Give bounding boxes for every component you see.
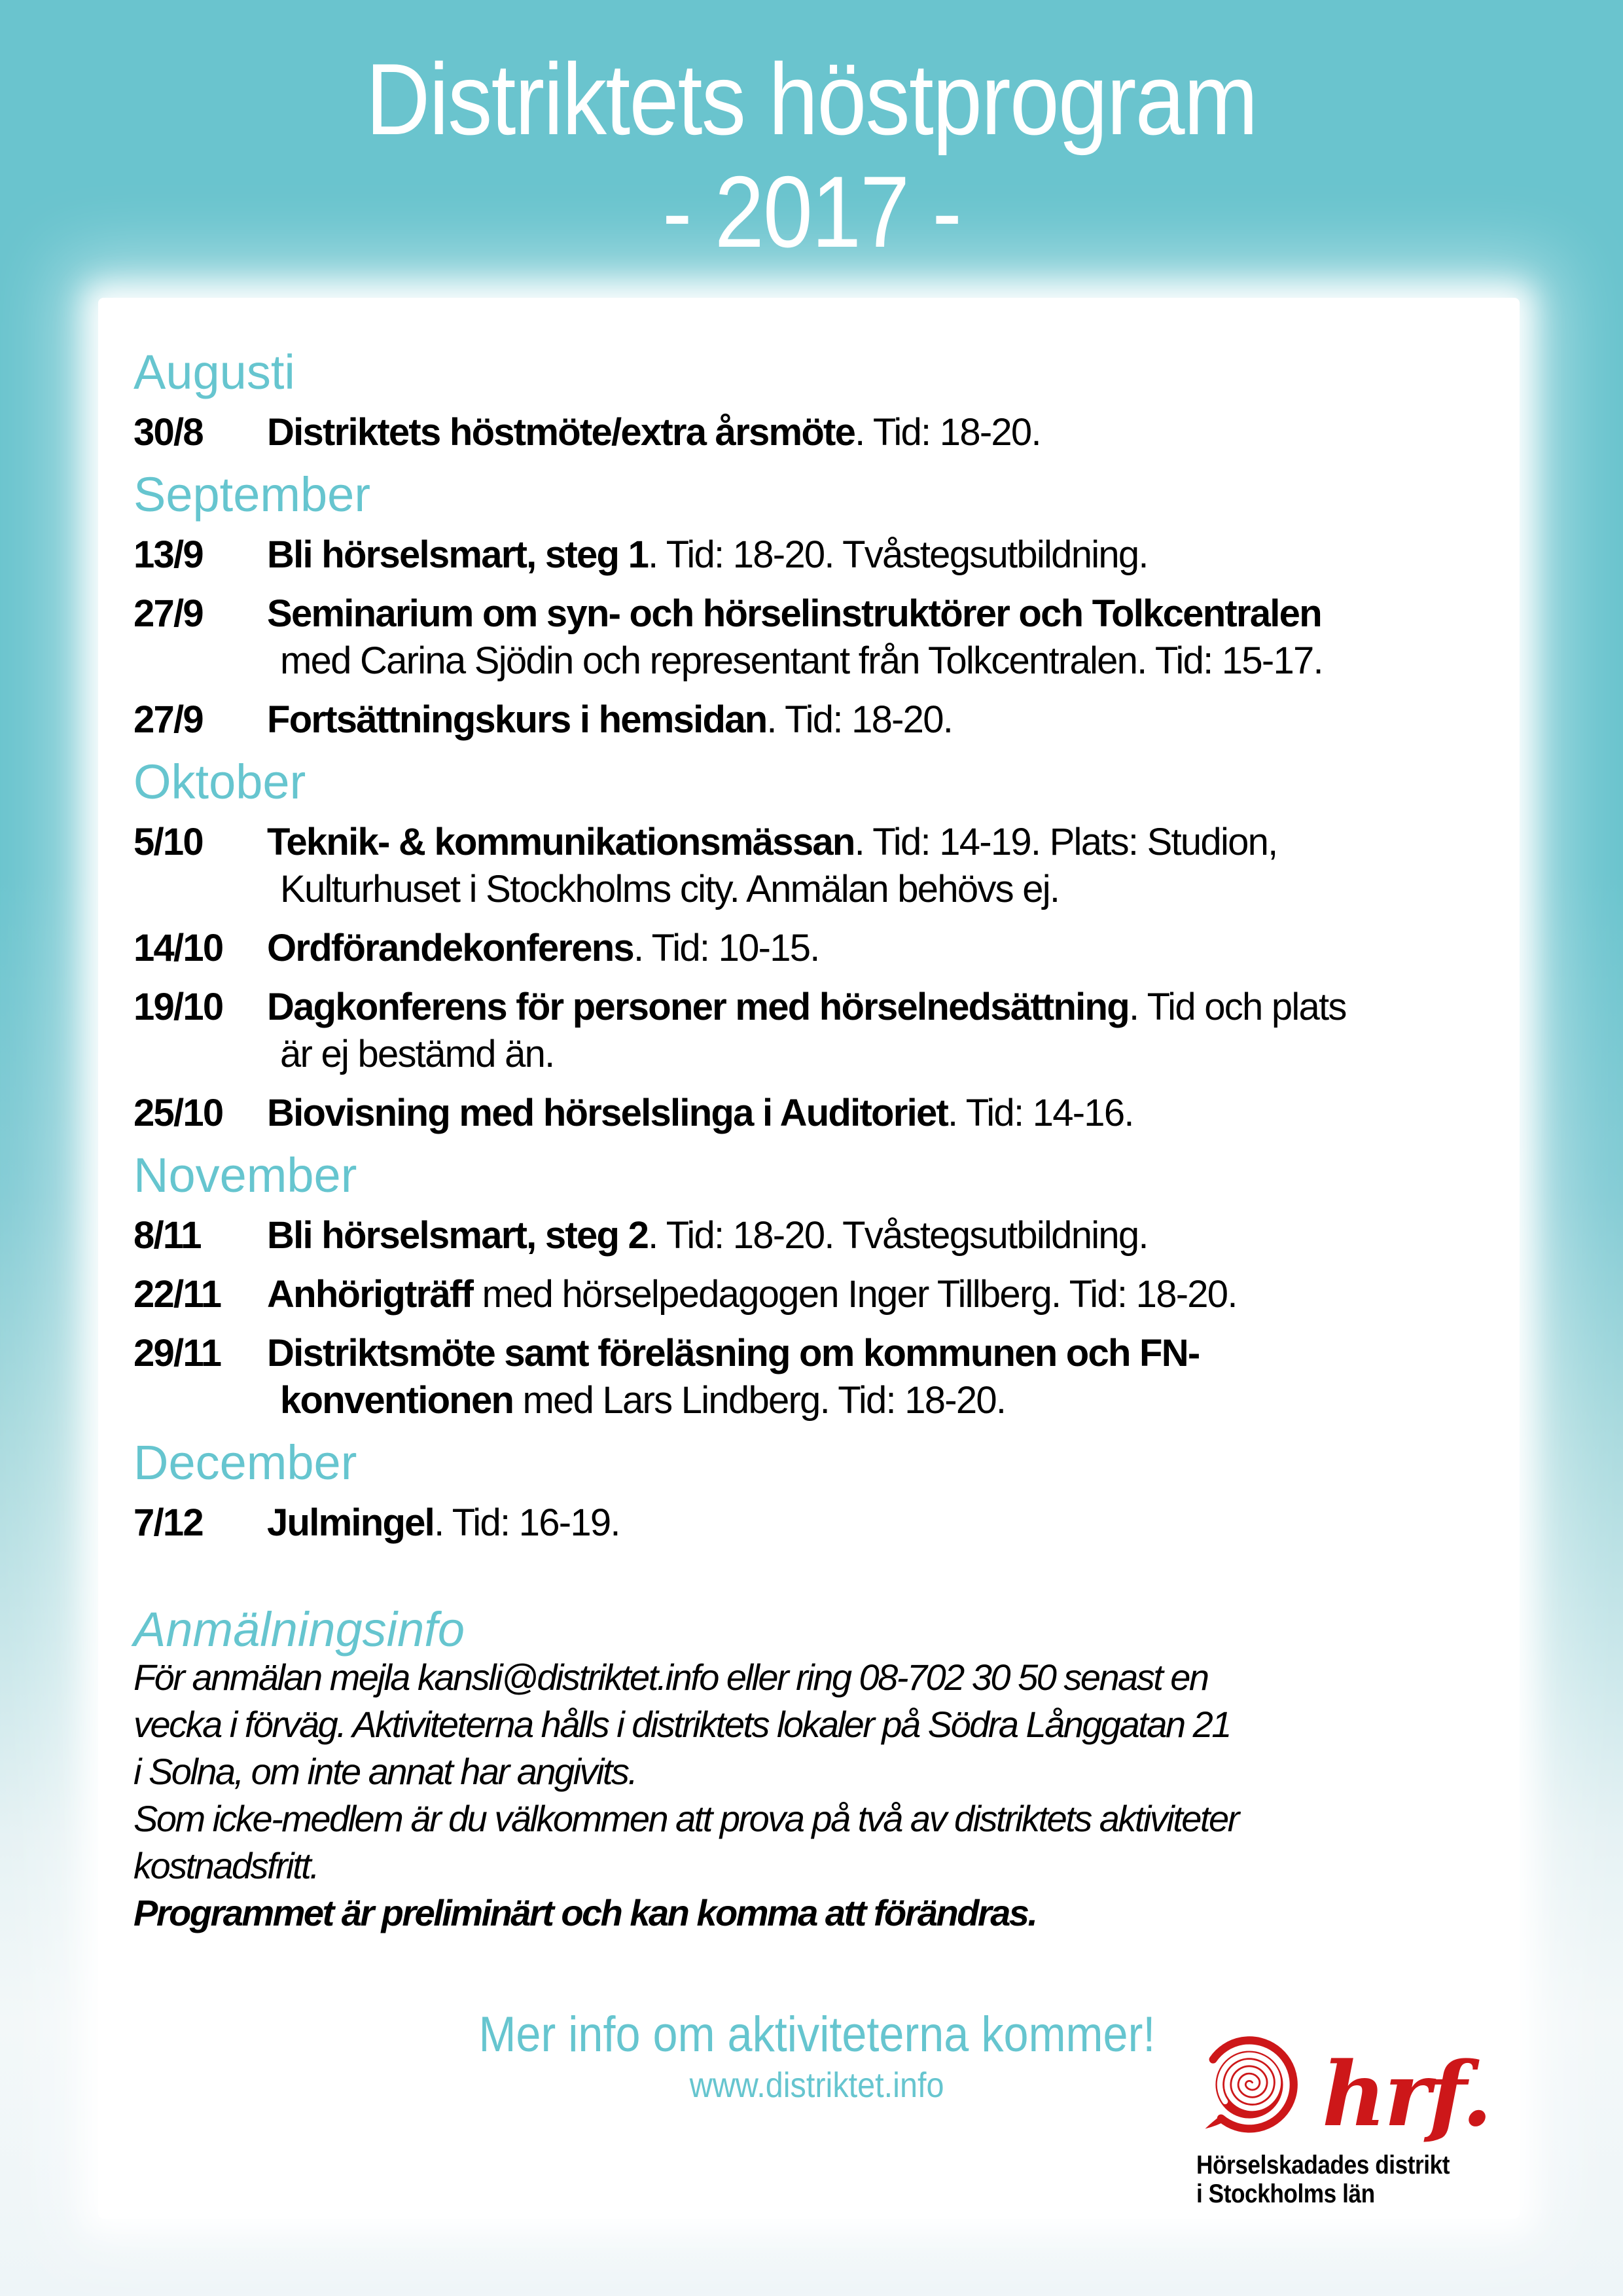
page-title: Distriktets höstprogram [366, 43, 1257, 156]
info-line: kostnadsfritt. [134, 1845, 319, 1886]
registration-info-title: Anmälningsinfo [134, 1602, 465, 1657]
event-text-segment: konventionen [280, 1379, 514, 1422]
event-line [267, 1212, 1500, 1259]
event-details [267, 925, 1500, 972]
month-section [134, 345, 1500, 456]
hrf-org-name [1196, 2151, 1455, 2208]
event-row [134, 531, 1500, 579]
event-text-segment: . Tid: 16-19. [434, 1501, 620, 1544]
event-details [267, 1330, 1500, 1424]
event-row [134, 819, 1500, 913]
event-line [267, 1499, 1500, 1547]
event-line [267, 1271, 1500, 1318]
hrf-org-line1: Hörselskadades distrikt [1196, 2151, 1450, 2179]
event-text-segment: Distriktsmöte samt föreläsning om kommunen och FN- [267, 1332, 1200, 1374]
event-line [267, 1377, 1500, 1424]
event-line [267, 1330, 1500, 1377]
event-date: 19/10 [134, 986, 223, 1028]
info-line: Programmet är preliminärt och kan komma att förändras. [134, 1892, 1037, 1933]
month-section [134, 1435, 1500, 1547]
event-line [267, 819, 1500, 866]
event-date: 13/9 [134, 533, 203, 576]
event-text-segment: Distriktets höstmöte/extra årsmöte [267, 411, 855, 454]
month-section [134, 467, 1500, 744]
event-text-segment: Fortsättningskurs i hemsidan [267, 698, 767, 741]
event-text-segment: . Tid: 18-20. [855, 411, 1041, 454]
event-text-segment: Anhörigträff [267, 1273, 473, 1316]
month-section [134, 755, 1500, 1137]
event-line [267, 696, 1500, 744]
event-row [134, 1212, 1500, 1259]
event-text-segment: . Tid: 14-19. Plats: Studion, [854, 821, 1277, 863]
hrf-spiral-icon [1196, 2036, 1311, 2134]
event-text-segment: . Tid: 18-20. [766, 698, 953, 741]
event-text-segment: Dagkonferens för personer med hörselnedsättning [267, 986, 1129, 1028]
event-text-segment: är ej bestämd än. [280, 1033, 554, 1075]
footer-website: www.distriktet.info [689, 2066, 944, 2105]
event-details [267, 1212, 1500, 1259]
event-date: 5/10 [134, 821, 203, 863]
event-row [134, 1090, 1500, 1137]
event-details [267, 696, 1500, 744]
event-row [134, 409, 1500, 456]
masthead [0, 0, 1623, 268]
month-heading: Oktober [134, 755, 306, 809]
event-date: 30/8 [134, 411, 203, 454]
event-line [267, 925, 1500, 972]
event-text-segment: . Tid: 18-20. Tvåstegsutbildning. [648, 1214, 1148, 1257]
program-card [98, 298, 1520, 2219]
registration-info-section [134, 1602, 1500, 1937]
event-date: 22/11 [134, 1273, 221, 1316]
event-text-segment: . Tid och plats [1128, 986, 1346, 1028]
event-date: 25/10 [134, 1092, 223, 1134]
month-heading: Augusti [134, 345, 295, 399]
event-line [267, 637, 1500, 685]
hrf-logo [1196, 2036, 1491, 2208]
event-text-segment: Bli hörselsmart, steg 1 [267, 533, 649, 576]
event-details [267, 1271, 1500, 1318]
hrf-logo-row [1196, 2036, 1491, 2146]
event-text-segment: med hörselpedagogen Inger Tillberg. Tid: 18-20. [473, 1273, 1237, 1316]
event-row [134, 925, 1500, 972]
event-row [134, 984, 1500, 1078]
event-text-segment: . Tid: 10-15. [633, 927, 819, 969]
event-text-segment: med Lars Lindberg. Tid: 18-20. [513, 1379, 1006, 1422]
event-row [134, 696, 1500, 744]
event-details [267, 1499, 1500, 1547]
event-line [267, 531, 1500, 579]
event-details [267, 819, 1500, 913]
event-text-segment: Julmingel [267, 1501, 435, 1544]
event-line [267, 984, 1500, 1031]
event-row [134, 1271, 1500, 1318]
footer-more-info: Mer info om aktiviteterna kommer! [478, 2007, 1155, 2062]
info-line: Som icke-medlem är du välkommen att prova på två av distriktets aktiviteter [134, 1798, 1238, 1839]
event-line [267, 1031, 1500, 1078]
event-line [267, 866, 1500, 913]
event-details [267, 984, 1500, 1078]
event-details [267, 590, 1500, 685]
event-date: 14/10 [134, 927, 223, 969]
event-text-segment: . Tid: 14-16. [948, 1092, 1133, 1134]
event-details [267, 531, 1500, 579]
event-details [267, 409, 1500, 456]
event-text-segment: Kulturhuset i Stockholms city. Anmälan behövs ej. [280, 868, 1060, 910]
program-sections [134, 345, 1500, 1547]
hrf-org-line2: i Stockholms län [1196, 2179, 1375, 2208]
event-row [134, 1499, 1500, 1547]
event-text-segment: Ordförandekonferens [267, 927, 633, 969]
event-line [267, 1090, 1500, 1137]
event-text-segment: Teknik- & kommunikationsmässan [267, 821, 855, 863]
event-text-segment: Bli hörselsmart, steg 2 [267, 1214, 649, 1257]
event-date: 8/11 [134, 1214, 201, 1257]
event-text-segment: med Carina Sjödin och representant från Tolkcentralen. Tid: 15-17. [280, 639, 1323, 682]
month-heading: December [134, 1435, 357, 1490]
event-date: 27/9 [134, 698, 203, 741]
event-row [134, 590, 1500, 685]
month-heading: September [134, 467, 370, 522]
event-details [267, 1090, 1500, 1137]
event-row [134, 1330, 1500, 1424]
info-line: i Solna, om inte annat har angivits. [134, 1751, 637, 1792]
month-section [134, 1148, 1500, 1424]
month-heading: November [134, 1148, 357, 1202]
event-text-segment: Biovisning med hörselslinga i Auditoriet [267, 1092, 948, 1134]
event-date: 29/11 [134, 1332, 221, 1374]
info-line: För anmälan mejla kansli@distriktet.info eller ring 08-702 30 50 senast en [134, 1657, 1208, 1698]
info-line: vecka i förväg. Aktiviteterna hålls i distriktets lokaler på Södra Långgatan 21 [134, 1704, 1230, 1745]
event-line [267, 590, 1500, 637]
page-title-year: - 2017 - [662, 155, 961, 268]
hrf-wordmark: hrf. [1322, 2042, 1491, 2146]
event-text-segment: . Tid: 18-20. Tvåstegsutbildning. [648, 533, 1148, 576]
event-date: 7/12 [134, 1501, 203, 1544]
event-line [267, 409, 1500, 456]
event-text-segment: Seminarium om syn- och hörselinstruktörer och Tolkcentralen [267, 592, 1321, 635]
registration-info-text [134, 1654, 1500, 1937]
event-date: 27/9 [134, 592, 203, 635]
